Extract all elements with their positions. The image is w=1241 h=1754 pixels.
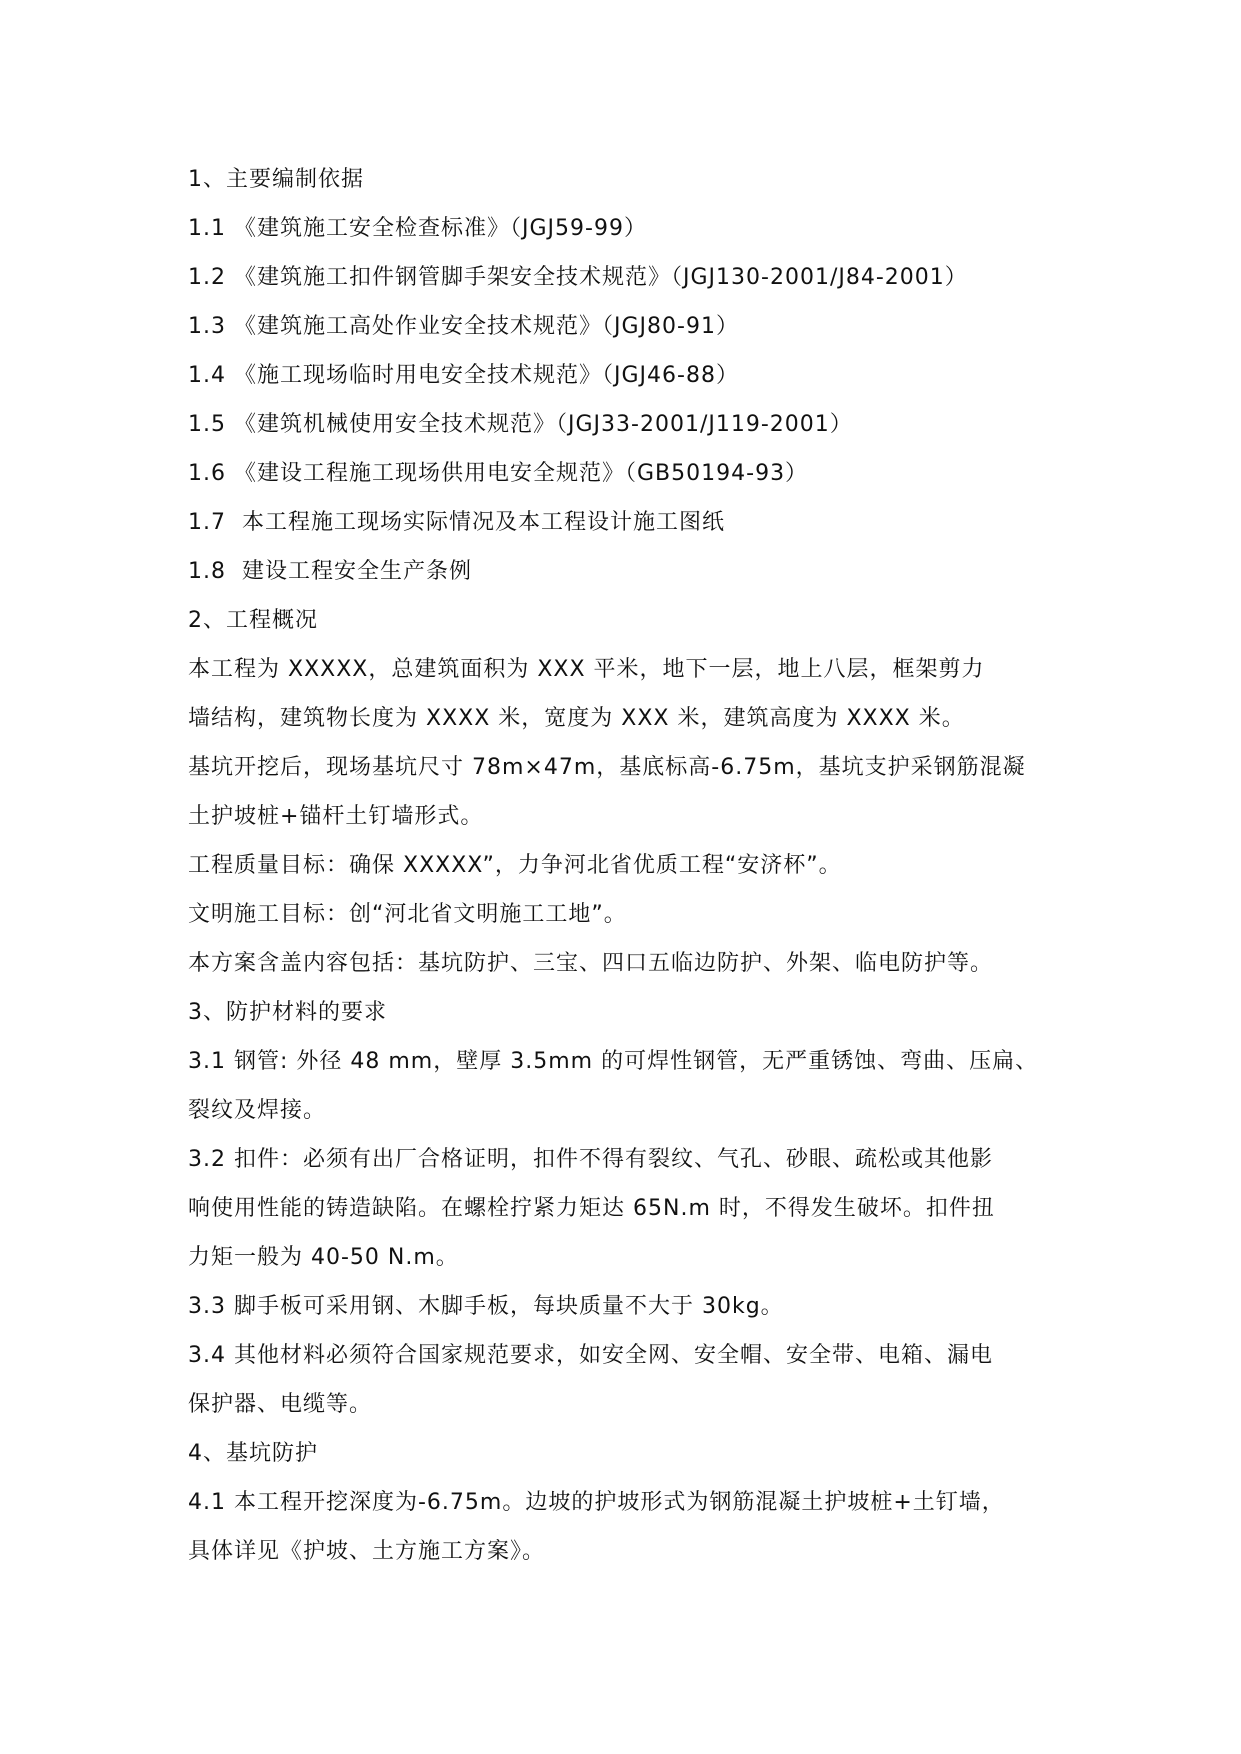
- item-number: 1.2: [188, 265, 226, 290]
- document-page: [188, 155, 1088, 1576]
- overview-line: 本工程为 XXXXX，总建筑面积为 XXX 平米，地下一层，地上八层，框架剪力: [188, 657, 985, 682]
- section-heading-4: 4、基坑防护: [188, 1441, 318, 1466]
- material-line: 力矩一般为 40-50 N.m。: [188, 1245, 459, 1270]
- item-number: 1.1: [188, 216, 226, 241]
- pit-protection-line: 4.1 本工程开挖深度为-6.75m。边坡的护坡形式为钢筋混凝土护坡桩+土钉墙，: [188, 1490, 1005, 1515]
- reference-item-1-4: [188, 351, 1088, 400]
- item-text: 《建设工程施工现场供用电安全规范》（GB50194-93）: [234, 461, 809, 486]
- item-text: 《施工现场临时用电安全技术规范》（JGJ46-88）: [234, 363, 739, 388]
- item-text: 本工程施工现场实际情况及本工程设计施工图纸: [234, 510, 725, 535]
- reference-item-1-8: [188, 547, 1088, 596]
- material-line: 裂纹及焊接。: [188, 1098, 327, 1123]
- material-line: 3.3 脚手板可采用钢、木脚手板，每块质量不大于 30kg。: [188, 1294, 784, 1319]
- material-line: 3.2 扣件：必须有出厂合格证明，扣件不得有裂纹、气孔、砂眼、疏松或其他影: [188, 1147, 993, 1172]
- item-text: 《建筑施工高处作业安全技术规范》（JGJ80-91）: [234, 314, 739, 339]
- item-number: 1.8: [188, 559, 226, 584]
- section-heading-1: 1、主要编制依据: [188, 167, 364, 192]
- material-line: 响使用性能的铸造缺陷。在螺栓拧紧力矩达 65N.m 时，不得发生破坏。扣件扭: [188, 1196, 995, 1221]
- overview-line: 土护坡桩+锚杆土钉墙形式。: [188, 804, 484, 829]
- item-number: 1.6: [188, 461, 226, 486]
- overview-line: 文明施工目标：创“河北省文明施工工地”。: [188, 902, 627, 927]
- reference-item-1-1: [188, 204, 1088, 253]
- item-number: 1.5: [188, 412, 226, 437]
- overview-line: 工程质量目标：确保 XXXXX”，力争河北省优质工程“安济杯”。: [188, 853, 842, 878]
- overview-line: 基坑开挖后，现场基坑尺寸 78m×47m，基底标高-6.75m，基坑支护采钢筋混凝: [188, 755, 1026, 780]
- reference-item-1-6: [188, 449, 1088, 498]
- reference-item-1-3: [188, 302, 1088, 351]
- section-heading-2: 2、工程概况: [188, 608, 318, 633]
- item-number: 1.4: [188, 363, 226, 388]
- item-text: 《建筑施工扣件钢管脚手架安全技术规范》（JGJ130-2001/J84-2001）: [234, 265, 968, 290]
- material-line: 3.4 其他材料必须符合国家规范要求，如安全网、安全帽、安全带、电箱、漏电: [188, 1343, 993, 1368]
- pit-protection-line: 具体详见《护坡、土方施工方案》。: [188, 1539, 546, 1564]
- reference-item-1-5: [188, 400, 1088, 449]
- item-number: 1.7: [188, 510, 226, 535]
- item-text: 《建筑机械使用安全技术规范》（JGJ33-2001/J119-2001）: [234, 412, 853, 437]
- material-line: 3.1 钢管: 外径 48 mm，壁厚 3.5mm 的可焊性钢管，无严重锈蚀、弯曲、压扁、: [188, 1049, 1039, 1074]
- item-number: 1.3: [188, 314, 226, 339]
- material-line: 保护器、电缆等。: [188, 1392, 373, 1417]
- overview-line: 墙结构，建筑物长度为 XXXX 米，宽度为 XXX 米，建筑高度为 XXXX 米。: [188, 706, 965, 731]
- item-text: 《建筑施工安全检查标准》（JGJ59-99）: [234, 216, 647, 241]
- overview-line: 本方案含盖内容包括：基坑防护、三宝、四口五临边防护、外架、临电防护等。: [188, 951, 994, 976]
- section-heading-3: 3、防护材料的要求: [188, 1000, 387, 1025]
- reference-item-1-7: [188, 498, 1088, 547]
- item-text: 建设工程安全生产条例: [234, 559, 472, 584]
- reference-item-1-2: [188, 253, 1088, 302]
